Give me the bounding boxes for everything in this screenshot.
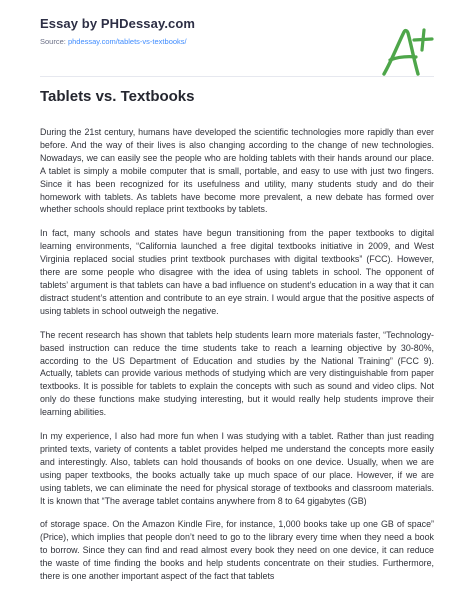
paragraph: In fact, many schools and states have begun transitioning from the paper textbooks to digital learning environments, “California launched a free digital textbooks initiative in 2009, and West Virginia replaced social studies print textbook purchases with digital textbooks” (FCC). However, there are some people who disagree with the idea of using tablets in school. The opponent of tablets’ argument is that tablets can have a bad influence on student’s education in a way that it can distract student’s attention and contribute to an eye strain. I would argue that the positive aspects of using tablets in school outweigh the negative.: [40, 228, 434, 316]
essay-body: [40, 126, 434, 594]
paragraph: During the 21st century, humans have developed the scientific technologies more rapidly than ever before. And the way of their lives is also changing according to the change of new technologies. Nowadays, we can easily see the people who are holding tablets with their hands around our place. A tablet is simply a mobile computer that is small, portable, and easy to use with just two fingers. Since it has been recognized for its usefulness and utility, many students study and do their homework with tablets. As tablets have become more prevalent, a new debate has formed over whether schools should replace print textbooks by tablets.: [40, 127, 434, 215]
paragraph: The recent research has shown that tablets help students learn more materials faster, “Technology-based instruction can reduce the time students take to reach a learning objective by 30-80%, according to the US Department of Education and studies by the National Training” (FCC 9). Actually, tablets can provide various methods of studying which are very distinguishable from paper textbooks. It is possible for tablets to explain the concepts with such as sound and video clips. Not only do these functions make studying interesting, but it would really help students improve their learning abilities.: [40, 329, 434, 418]
essay-title: Tablets vs. Textbooks: [40, 88, 195, 105]
header-divider: [40, 76, 434, 77]
site-title: Essay by PHDessay.com: [40, 16, 196, 31]
page-header: [40, 16, 340, 46]
a-plus-grade-icon: [378, 24, 434, 80]
source-label: Source:: [40, 37, 66, 46]
source-link[interactable]: phdessay.com/tablets-vs-textbooks/: [67, 37, 187, 46]
paragraph: of storage space. On the Amazon Kindle Fire, for instance, 1,000 books take up one GB of space” (Price), which implies that people don’t need to go to the library every time when they need a book to borrow. Since they can find and read almost every book they need on one device, it can reduce the waste of time finding the books and help students concentrate on their studies. Furthermore, there is one another important aspect of the fact that tablets: [40, 519, 434, 582]
paragraph: In my experience, I also had more fun when I was studying with a tablet. Rather than just reading printed texts, variety of contents a tablet provides helped me understand the concepts more easily and interestingly. Also, tablets can hold thousands of books on one device. Usually, when we are using paper textbooks, the books actually take up much space of our place. However, if we are using tablets, we can eliminate the need for physical storage of textbooks and classroom materials. It is known that “The average tablet contains anywhere from 8 to 64 gigabytes (GB): [40, 431, 434, 506]
source-line: [40, 37, 340, 46]
